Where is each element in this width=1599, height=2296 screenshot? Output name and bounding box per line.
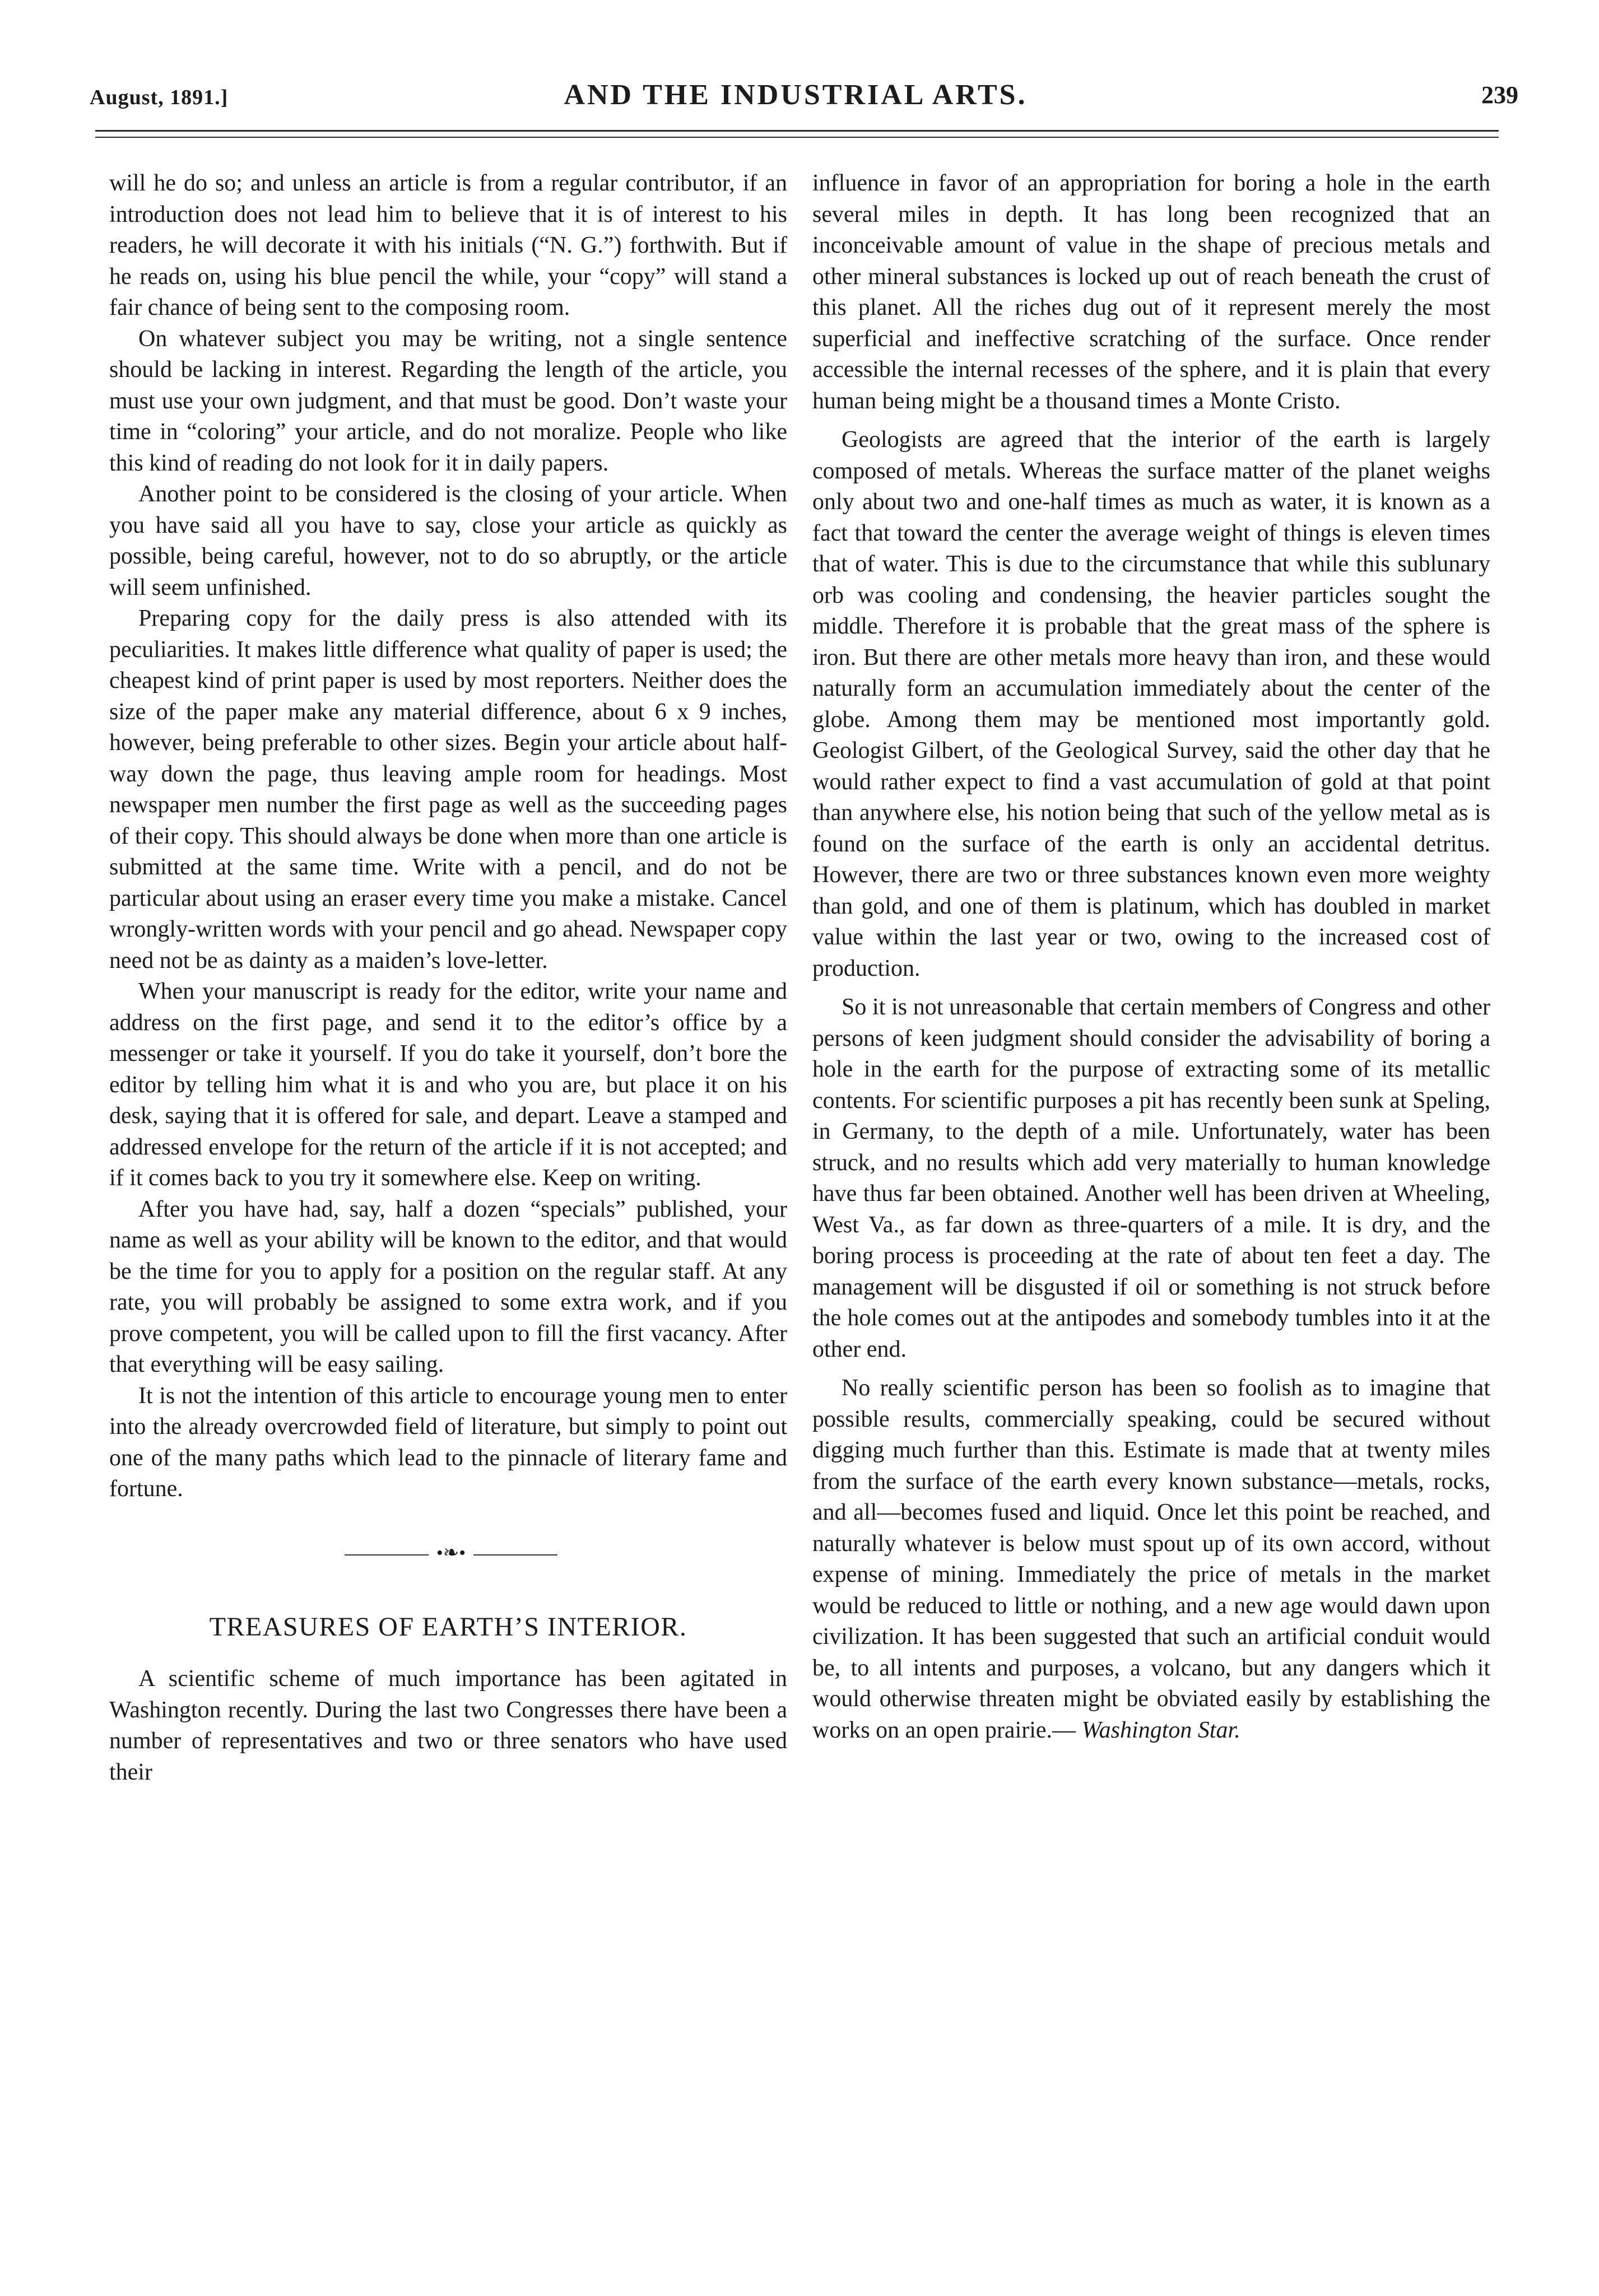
journal-title: AND THE INDUSTRIAL ARTS. [564,79,1028,111]
section-divider [109,1539,787,1572]
left-column [109,168,787,1788]
article-heading: TREASURES OF EARTH’S INTERIOR. [209,1612,687,1642]
paragraph: After you have had, say, half a dozen “specials” published, your name as well as your ability will be known to the editor, and that would be the time for you to apply for a position on the regular staff. At any rate, you will probably be assigned to some extra work, and if you prove competent, you will be called upon to fill the first vacancy. After that everything will be easy sailing. [109,1196,787,1377]
divider-line-left [345,1554,429,1555]
article-paragraph: A scientific scheme of much importance has been agitated in Washington recently. During the last two Congresses there have been a number of representatives and two or three senators who have used their [109,1666,787,1785]
header-rule-bottom [95,137,1499,138]
paragraph: Geologists are agreed that the interior of the earth is largely composed of metals. Whereas the surface matter of the planet weighs only about two and one-half times as much as water, it is known as a fact that toward the center the average weight of things is eleven times that of water. This is due to the circumstance that while this sublunary orb was cooling and condensing, the heavier particles sought the middle. Therefore it is probable that the great mass of the sphere is iron. But there are other metals more heavy than iron, and these would naturally form an accumulation immediately about the center of the globe. Among them may be mentioned most importantly gold. Geologist Gilbert, of the Geological Survey, said the other day that he would rather expect to find a vast accumulation of gold at that point than anywhere else, his notion being that such of the yellow metal as is found on the surface of the earth is only an accidental detritus. However, there are two or three substances known even more weighty than gold, and one of them is platinum, which has doubled in market value within the last year or two, owing to the increased cost of production. [812,427,1490,981]
running-head [73,78,1518,118]
final-paragraph [812,1373,1490,1746]
paragraph: influence in favor of an appropriation for boring a hole in the earth several miles in depth. It has long been recognized that an inconceivable amount of value in the shape of precious metals and other mineral substances is locked up out of reach beneath the crust of this planet. All the riches dug out of it represent merely the most superficial and ineffective scratching of the surface. Once render accessible the internal recesses of the sphere, and it is plain that every human being might be a thousand times a Monte Cristo. [812,170,1490,414]
paragraph: Preparing copy for the daily press is also attended with its peculiarities. It makes little difference what quality of paper is used; the cheapest kind of print paper is used by most reporters. Neither does the size of the paper make any material difference, about 6 x 9 inches, however, being preferable to other sizes. Begin your article about half-way down the page, thus leaving ample room for headings. Most newspaper men number the first page as well as the succeeding pages of their copy. This should always be done when more than one article is submitted at the same time. Write with a pencil, and do not be particular about using an eraser every time you make a mistake. Cancel wrongly-written words with your pencil and go ahead. Newspaper copy need not be as dainty as a maiden’s love-letter. [109,606,787,974]
paragraph: It is not the intention of this article to encourage young men to enter into the already overcrowded field of literature, but simply to point out one of the many paths which lead to the pinnacle of literary fame and fortune. [109,1382,787,1502]
header-rule-top [95,130,1499,132]
paragraph: Another point to be considered is the closing of your article. When you have said all you have to say, close your article as quickly as possible, being careful, however, not to do so abruptly, or the article will seem unfinished. [109,481,787,600]
paragraph: On whatever subject you may be writing, not a single sentence should be lacking in interest. Regarding the length of the article, you must use your own judgment, and that must be good. Don’t waste your time in “coloring” your article, and do not moralize. People who like this kind of reading do not look for it in daily papers. [109,325,787,476]
divider-line-right [473,1554,557,1555]
final-paragraph-text: No really scientific person has been so foolish as to imagine that possible results, commercially speaking, could be secured without digging much further than this. Estimate is made that at twenty miles from the surface of the earth every known substance—metals, rocks, and all—becomes fused and liquid. Once let this point be reached, and naturally whatever is below must spout up of its own accord, without expense of mining. Immediately the price of metals in the market would be reduced to little or nothing, and a new age would dawn upon civilization. It has been suggested that such an artificial conduit would be, to all intents and purposes, a volcano, but any dangers which it would otherwise threaten might be obviated easily by establishing the works on an open prairie.— [812,1375,1490,1743]
page-number: 239 [1481,81,1518,109]
paragraph: will he do so; and unless an article is from a regular contributor, if an introduction does not lead him to believe that it is of interest to his readers, he will decorate it with his initials (“N. G.”) forthwith. But if he reads on, using his blue pencil the while, your “copy” will stand a fair chance of being sent to the composing room. [109,170,787,320]
paragraph: So it is not unreasonable that certain members of Congress and other persons of keen judgment should consider the advisability of boring a hole in the earth for the purpose of extracting some of its metallic contents. For scientific purposes a pit has recently been sunk at Speling, in Germany, to the depth of a mile. Unfortunately, water has been struck, and no results which add very materially to human knowledge have thus far been obtained. Another well has been driven at Wheeling, West Va., as far down as three-quarters of a mile. It is dry, and the boring process is proceeding at the rate of about ten feet a day. The management will be disgusted if oil or something is not struck before the hole comes out at the antipodes and somebody tumbles into it at the other end. [812,994,1490,1362]
divider-ornament-icon: •❧• [436,1542,466,1563]
source-attribution: Washington Star. [1081,1717,1240,1743]
paragraph: When your manuscript is ready for the editor, write your name and address on the first page, and send it to the editor’s office by a messenger or take it yourself. If you do take it yourself, don’t bore the editor by telling him what it is and who you are, but place it on his desk, saying that it is offered for sale, and depart. Leave a stamped and addressed envelope for the return of the article if it is not accepted; and if it comes back to you try it somewhere else. Keep on writing. [109,979,787,1191]
right-column [812,168,1490,1754]
issue-date: August, 1891.] [90,86,229,109]
